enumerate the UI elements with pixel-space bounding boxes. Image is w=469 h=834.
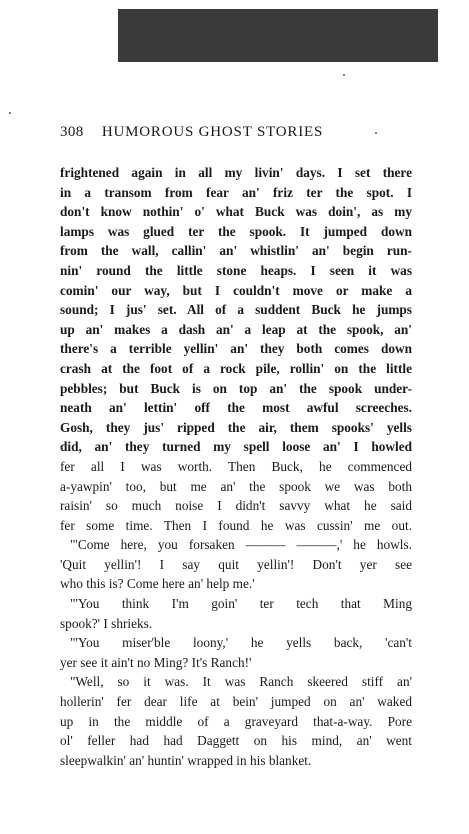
- text-line: from the wall, callin' an' whistlin' an' begin run-: [60, 243, 412, 259]
- text-line: comin' our way, but I couldn't move or make a: [60, 282, 412, 298]
- text-line: fer all I was worth. Then Buck, he commenced: [60, 458, 412, 474]
- text-line: a-yawpin' too, but me an' the spook we was both: [60, 478, 412, 494]
- text-line: sleepwalkin' an' huntin' wrapped in his blanket.: [60, 752, 312, 768]
- text-line: "'You think I'm goin' ter tech that Ming: [70, 596, 412, 612]
- text-line: raisin' so much noise I didn't savvy what he said: [60, 498, 412, 514]
- text-line: there's a terrible yellin' an' they both comes down: [60, 341, 412, 357]
- text-line: yer see it ain't no Ming? It's Ranch!': [60, 654, 252, 670]
- text-line: neath an' lettin' off the most awful screeches.: [60, 400, 412, 416]
- text-line: crash at the foot of a rock pile, rollin' on the little: [60, 360, 412, 376]
- text-line: don't know nothin' o' what Buck was doin', as my: [60, 204, 412, 220]
- text-line: hollerin' fer dear life at bein' jumped on an' waked: [60, 694, 412, 710]
- text-line: ol' feller had had Daggett on his mind, an' went: [60, 733, 412, 749]
- page-header: [60, 124, 420, 141]
- redaction-box: [118, 9, 438, 62]
- body-text: [60, 163, 412, 770]
- text-line: spook?' I shrieks.: [60, 615, 153, 631]
- page-number: 308: [60, 124, 84, 140]
- text-line: pebbles; but Buck is on top an' the spook under-: [60, 380, 412, 396]
- text-line: up in the middle of a graveyard that-a-way. Pore: [60, 713, 412, 729]
- text-line: Gosh, they jus' ripped the air, them spooks' yells: [60, 419, 412, 435]
- text-line: did, an' they turned my spell loose an' I howled: [60, 439, 412, 455]
- running-title: HUMOROUS GHOST STORIES: [101, 124, 324, 140]
- text-line: who this is? Come here an' help me.': [60, 576, 255, 592]
- text-line: up an' makes a dash an' a leap at the spook, an': [60, 321, 412, 337]
- text-line: fer some time. Then I found he was cussin' me out.: [60, 517, 412, 533]
- text-line: "Well, so it was. It was Ranch skeered stiff an': [70, 674, 412, 690]
- text-line: nin' round the little stone heaps. I seen it was: [60, 262, 412, 278]
- text-line: 'Quit yellin'! I say quit yellin'! Don't yer see: [60, 556, 412, 572]
- text-line: frightened again in all my livin' days. I set there: [60, 165, 412, 180]
- text-line: "'You miser'ble loony,' he yells back, 'can't: [70, 635, 412, 651]
- ink-speck: [9, 112, 11, 114]
- ink-speck: [343, 74, 345, 76]
- text-line: lamps was glued ter the spook. It jumped down: [60, 223, 412, 239]
- text-line: in a transom from fear an' friz ter the spot. I: [60, 184, 412, 200]
- text-line: "'Come here, you forsaken ——— ———,' he howls.: [70, 537, 412, 553]
- text-line: sound; I jus' set. All of a suddent Buck he jumps: [60, 302, 412, 318]
